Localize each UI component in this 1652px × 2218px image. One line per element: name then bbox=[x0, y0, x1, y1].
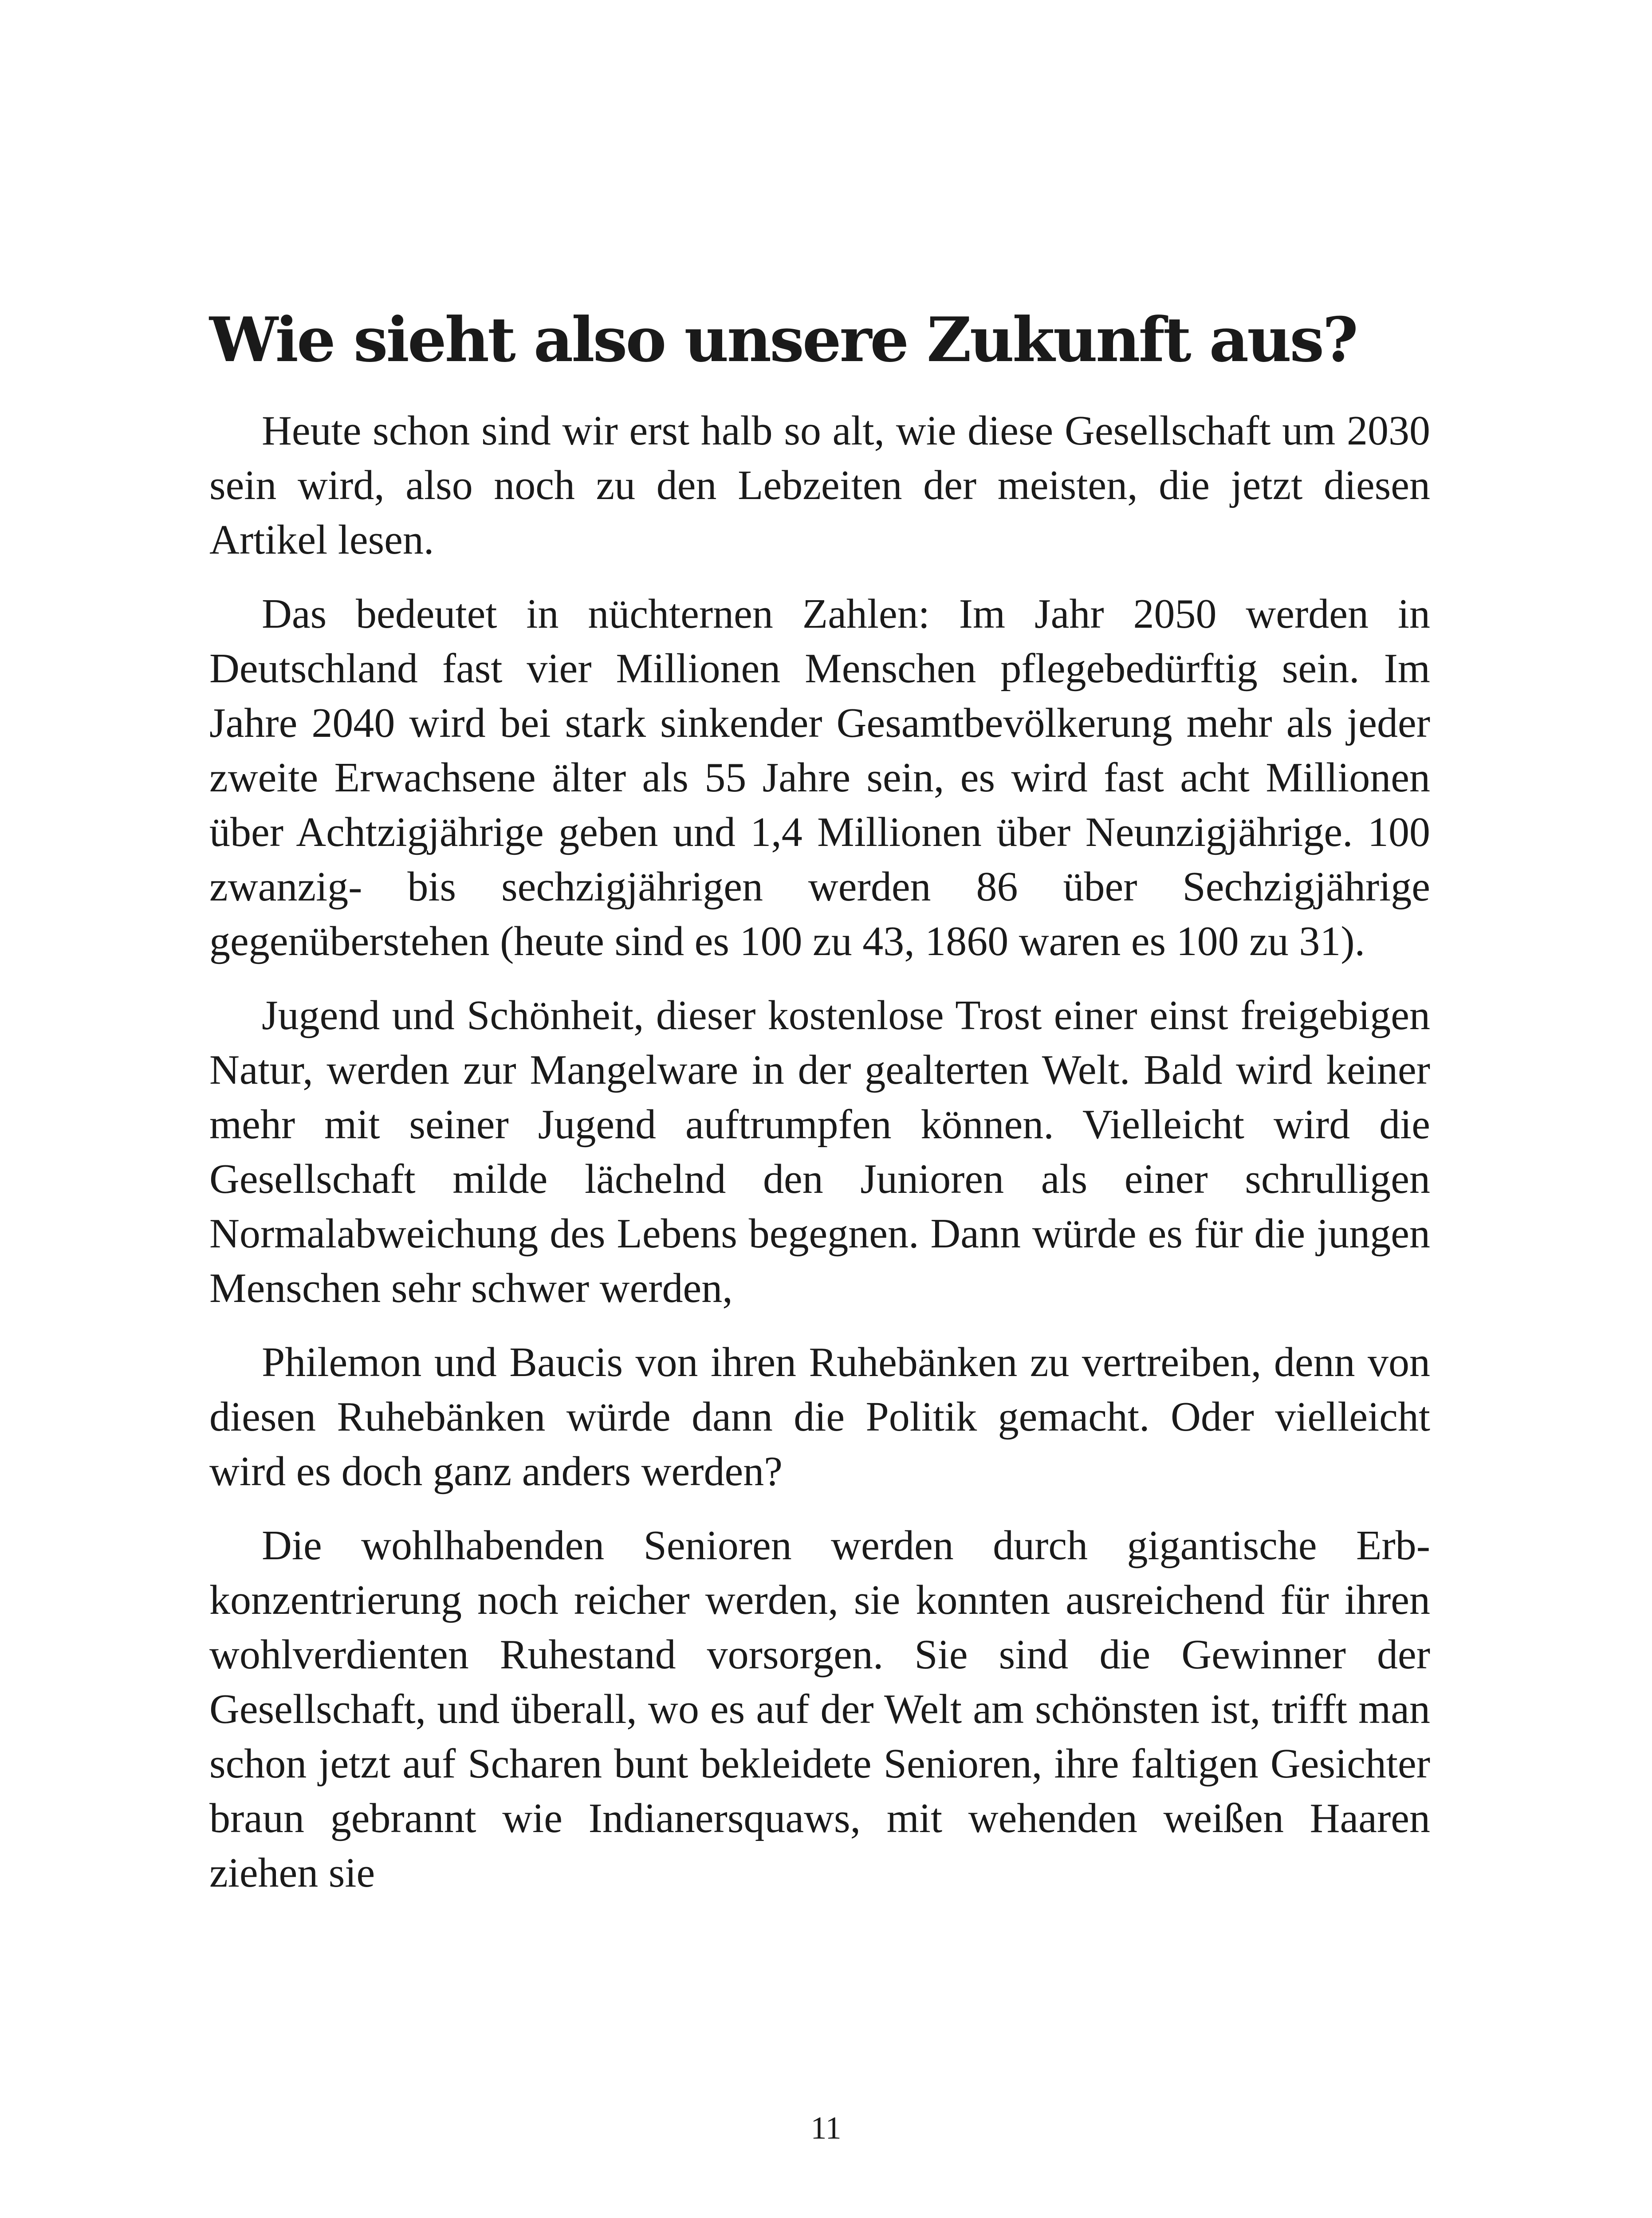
paragraph-5: Die wohlhabenden Senioren werden durch gigantische Erbkonzentrierung noch reicher werden, sie konnten ausreichend für ihren wohlverdienten Ruhestand vorsorgen. Sie sind die Gewinner der Gesellschaft, und überall, wo es auf der Welt am schönsten ist, trifft man schon jetzt auf Scharen bunt bekleidete Senioren, ihre faltigen Gesichter braun gebrannt wie Indianersquaws, mit wehenden weißen Haaren ziehen sie bbox=[209, 1522, 1430, 1896]
paragraph-1: Heute schon sind wir erst halb so alt, wie diese Gesellschaft um 2030 sein wird, also noch zu den Lebzeiten der meisten, die jetzt diesen Artikel lesen. bbox=[209, 407, 1430, 563]
page-number: 11 bbox=[810, 2110, 842, 2146]
page-heading: Wie sieht also unsere Zukunft aus? bbox=[209, 303, 1357, 376]
paragraph-4: Philemon und Baucis von ihren Ruhebänken zu vertreiben, denn von diesen Ruhebänken würde dann die Politik gemacht. Oder vielleicht wird es doch ganz anders werden? bbox=[209, 1339, 1430, 1494]
text-block bbox=[209, 303, 1430, 1920]
paragraph-3: Jugend und Schönheit, dieser kostenlose Trost einer einst freigebigen Natur, werden zur Mangelware in der gealterten Welt. Bald wird keiner mehr mit seiner Jugend auftrumpfen können. Vielleicht wird die Gesellschaft milde lächelnd den Junioren als einer schrulligen Normalabweichung des Lebens begegnen. Dann würde es für die jungen Menschen sehr schwer werden, bbox=[209, 992, 1430, 1311]
paragraph-2: Das bedeutet in nüchternen Zahlen: Im Jahr 2050 werden in Deutschland fast vier Millionen Menschen pflegebedürftig sein. Im Jahre 2040 wird bei stark sinkender Gesamtbevölkerung mehr als jeder zweite Erwachsene älter als 55 Jahre sein, es wird fast acht Millionen über Achtzigjährige geben und 1,4 Millionen über Neunzigjährige. 100 zwanzig- bis sechzigjährigen werden 86 über Sechzigjährige gegenüberstehen (heute sind es 100 zu 43, 1860 waren es 100 zu 31). bbox=[209, 590, 1430, 964]
